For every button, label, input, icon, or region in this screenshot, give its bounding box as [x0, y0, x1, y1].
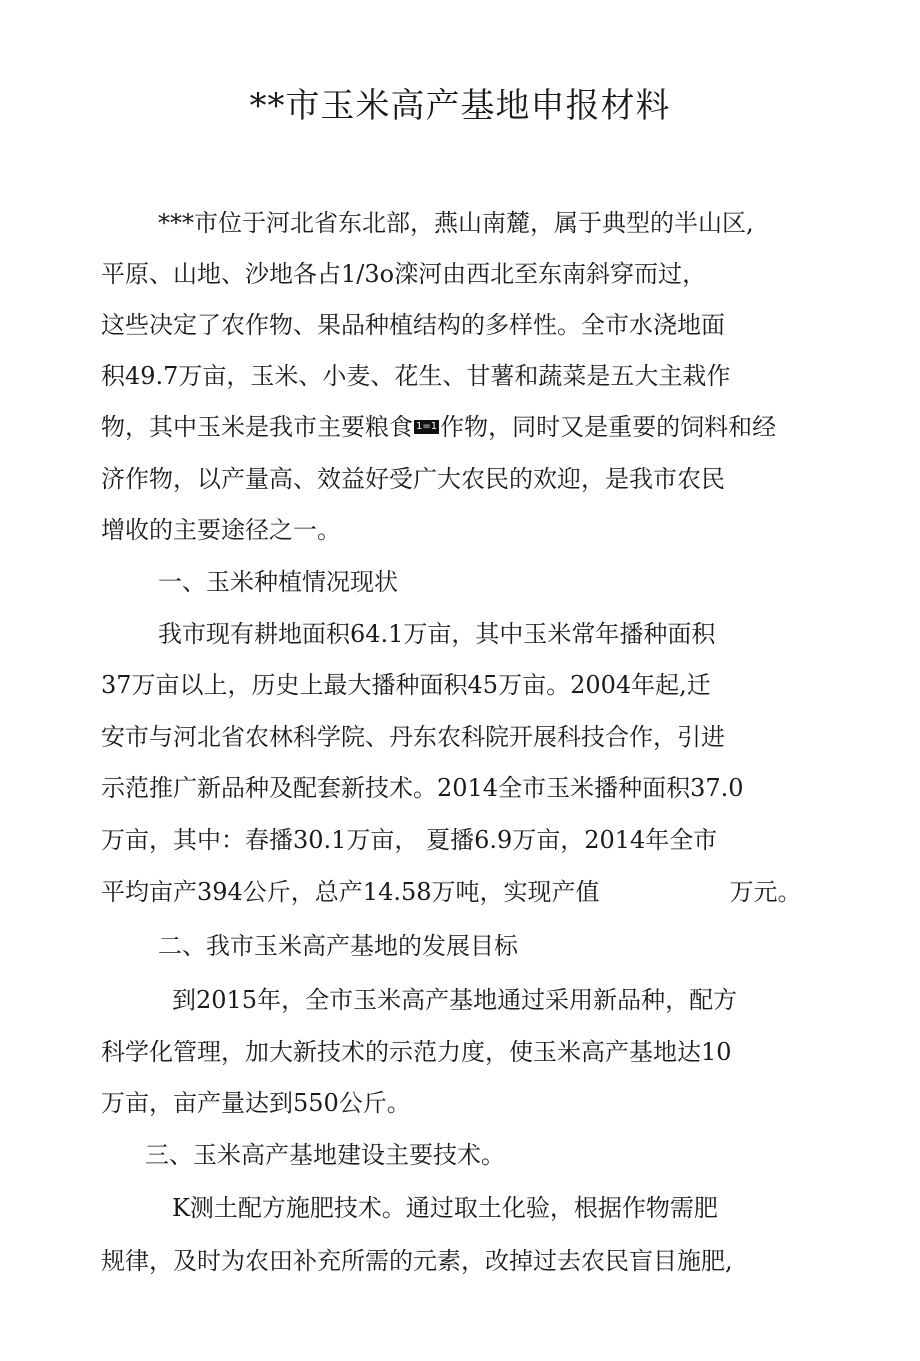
section-heading: 一、玉米种植情况现状	[158, 568, 398, 596]
paragraph-line: 平原、山地、沙地各占1/3o滦河由西北至东南斜穿而过，	[101, 260, 707, 288]
inline-marker: 1=1	[416, 420, 438, 432]
paragraph-line: K测土配方施肥技术。通过取土化验，根据作物需肥	[172, 1194, 718, 1222]
paragraph-line: 科学化管理，加大新技术的示范力度，使玉米高产基地达10	[101, 1038, 732, 1066]
paragraph-line: 万亩，其中：春播30.1万亩， 夏播6.9万亩，2014年全市	[101, 826, 718, 854]
paragraph-text: 物，其中玉米是我市主要粮食	[101, 413, 413, 441]
paragraph-text: 万元。	[729, 878, 802, 906]
paragraph-line: 增收的主要途径之一。	[101, 516, 341, 544]
section-heading: 二、我市玉米高产基地的发展目标	[158, 932, 518, 960]
paragraph-text: 作物，同时又是重要的饲料和经	[440, 413, 777, 441]
paragraph-line: 安市与河北省农林科学院、丹东农科院开展科技合作，引进	[101, 723, 725, 751]
paragraph-line: 积49.7万亩，玉米、小麦、花生、甘薯和蔬菜是五大主栽作	[101, 362, 731, 390]
paragraph-line: 万亩，亩产量达到550公斤。	[101, 1089, 411, 1117]
section-heading: 三、玉米高产基地建设主要技术。	[145, 1141, 505, 1169]
paragraph-line: 我市现有耕地面积64.1万亩，其中玉米常年播种面积	[158, 620, 716, 648]
document-title: **市玉米高产基地申报材料	[249, 86, 671, 126]
paragraph-text: 平均亩产394公斤，总产14.58万吨，实现产值	[101, 878, 600, 906]
paragraph-line: 37万亩以上，历史上最大播种面积45万亩。2004年起,迁	[101, 671, 711, 699]
paragraph-line: 示范推广新品种及配套新技术。2014全市玉米播种面积37.0	[101, 774, 744, 802]
paragraph-line: 这些决定了农作物、果品种植结构的多样性。全市水浇地面	[101, 311, 725, 339]
paragraph-line: 到2015年，全市玉米高产基地通过采用新品种，配方	[172, 986, 738, 1014]
paragraph-line: ***市位于河北省东北部，燕山南麓，属于典型的半山区,	[158, 209, 754, 237]
paragraph-line: 济作物，以产量高、效益好受广大农民的欢迎，是我市农民	[101, 465, 725, 493]
paragraph-line	[101, 410, 776, 444]
paragraph-line: 规律，及时为农田补充所需的元素，改掉过去农民盲目施肥,	[101, 1247, 733, 1275]
paragraph-line	[101, 875, 802, 909]
